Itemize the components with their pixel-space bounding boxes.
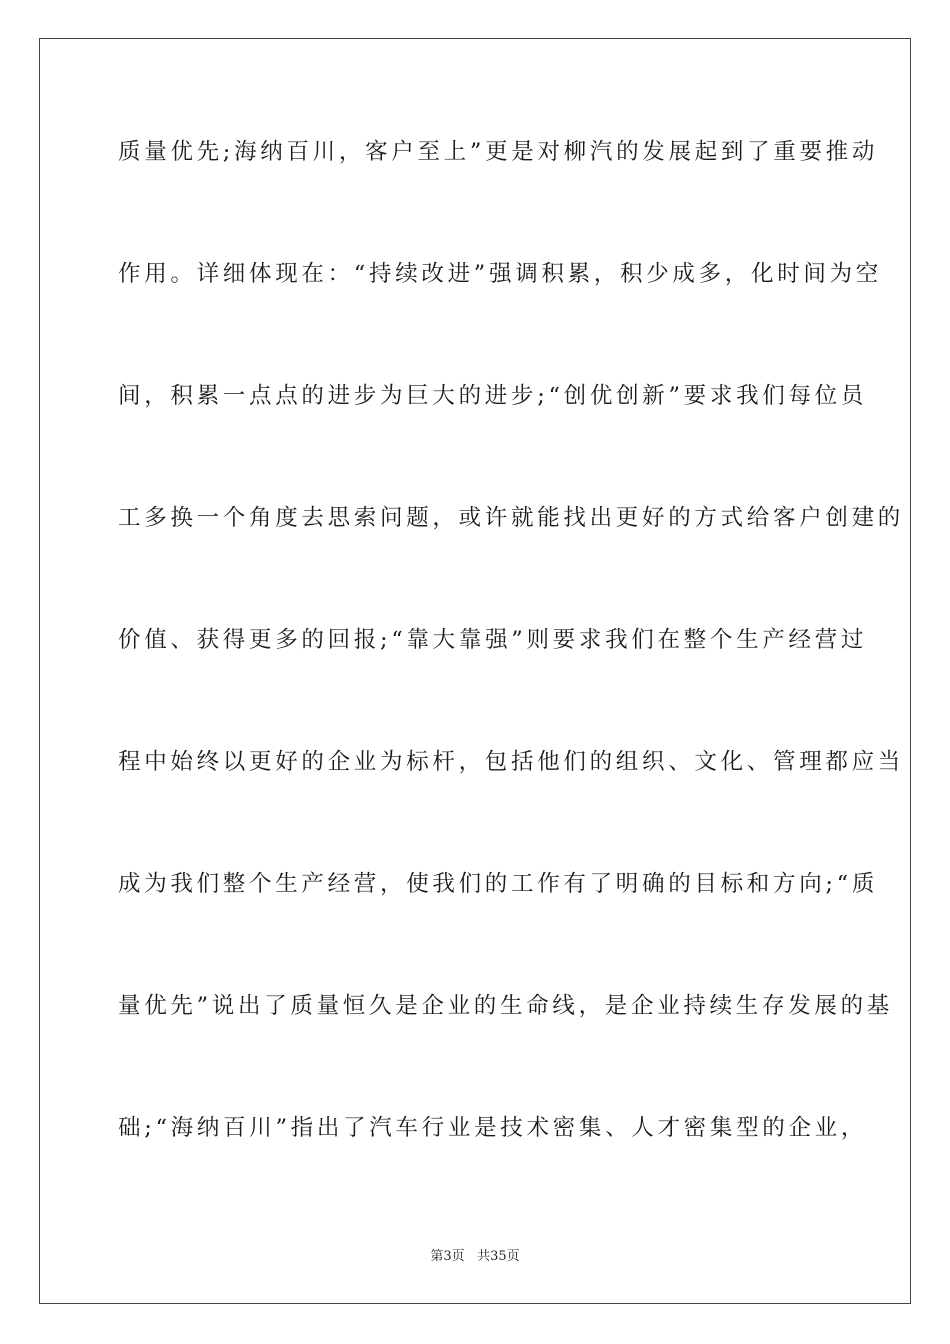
text-line-3: 间，积累一点点的进步为巨大的进步;“创优创新”要求我们每位员 xyxy=(118,383,868,409)
text-line-2: 作用。详细体现在：“持续改进”强调积累，积少成多，化时间为空 xyxy=(118,261,883,287)
text-line-6: 程中始终以更好的企业为标杆，包括他们的组织、文化、管理都应当 xyxy=(118,749,905,775)
text-line-4: 工多换一个角度去思索问题，或许就能找出更好的方式给客户创建的 xyxy=(118,505,905,531)
document-body xyxy=(118,121,905,1219)
text-line-8: 量优先”说出了质量恒久是企业的生命线，是企业持续生存发展的基 xyxy=(118,993,894,1019)
text-line-7: 成为我们整个生产经营，使我们的工作有了明确的目标和方向;“质 xyxy=(118,871,879,897)
text-line-9: 础;“海纳百川”指出了汽车行业是技术密集、人才密集型的企业， xyxy=(118,1115,868,1141)
text-line-5: 价值、获得更多的回报;“靠大靠强”则要求我们在整个生产经营过 xyxy=(118,627,868,653)
page-total: 共35页 xyxy=(477,1249,520,1264)
page-footer xyxy=(0,1245,950,1264)
page-number: 第3页 xyxy=(430,1249,465,1264)
text-line-1: 质量优先;海纳百川，客户至上”更是对柳汽的发展起到了重要推动 xyxy=(118,139,879,165)
